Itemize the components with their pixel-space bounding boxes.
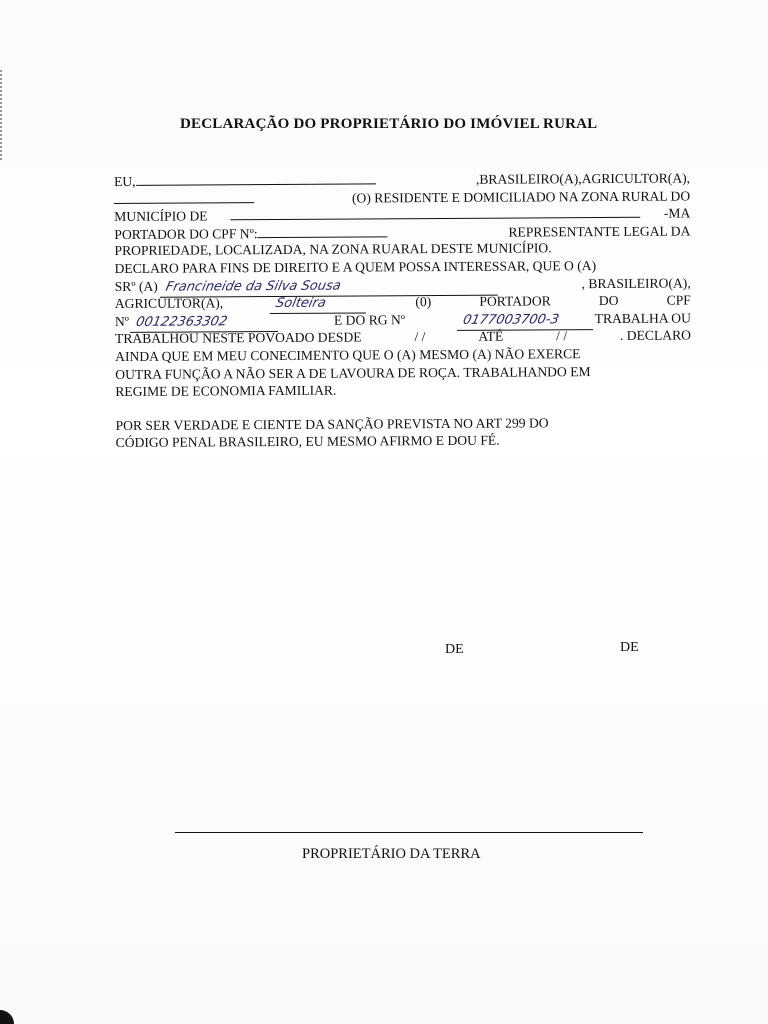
municipio-blank	[231, 204, 641, 221]
label-legal-rep: REPRESENTANTE LEGAL DA	[508, 223, 691, 240]
owner-cpf-blank	[258, 223, 388, 238]
label-residence: (O) RESIDENTE E DOMICILIADO NA ZONA RURAL DO	[351, 188, 691, 206]
date-de-2: DE	[620, 640, 639, 655]
name-blank	[136, 170, 376, 185]
label-rg: E DO RG Nº	[333, 311, 406, 328]
label-trabalha: TRABALHA OU	[594, 310, 691, 326]
label-n: Nº	[114, 313, 130, 329]
label-do: DO	[598, 293, 619, 309]
label-brasileiro: , BRASILEIRO(A),	[581, 275, 691, 291]
label-cpf-2: CPF	[666, 292, 691, 308]
body-line-4	[114, 221, 690, 242]
scan-edge-marks	[0, 70, 8, 160]
text-verdade: POR SER VERDADE E CIENTE DA SANÇÃO PREVISTA NO ART 299 DO	[115, 415, 549, 433]
signature-line	[175, 832, 643, 833]
affirmation-paragraph	[115, 413, 691, 452]
signature-label: PROPRIETÁRIO DA TERRA	[302, 846, 481, 862]
label-eu: EU,	[114, 173, 136, 189]
body-line-13	[115, 380, 691, 401]
start-date-slashes: / /	[414, 329, 426, 345]
handwritten-cpf: 00122363302	[130, 313, 282, 333]
handwritten-name: Francineide da Silva Sousa	[159, 276, 501, 297]
label-state: -MA	[663, 205, 691, 221]
label-sr: SRº (A)	[114, 278, 158, 294]
end-date-slashes: / /	[556, 328, 568, 344]
label-ate: ATÉ	[478, 328, 504, 345]
label-agricultor: AGRICULTOR(A),	[114, 295, 224, 312]
declaration-body	[114, 168, 692, 451]
date-de-1: DE	[445, 642, 464, 657]
label-cpf: PORTADOR DO CPF Nº:	[114, 225, 258, 242]
text-codigo-penal: CÓDIGO PENAL BRASILEIRO, EU MESMO AFIRMO E DOU FÉ.	[115, 432, 500, 451]
text-declaro: DECLARO PARA FINS DE DIREITO E A QUEM POSSA INTERESSAR, QUE O (A)	[114, 258, 597, 276]
label-municipio: MUNICÍPIO DE	[114, 208, 208, 225]
handwritten-civil-status: Solteira	[269, 295, 369, 314]
label-nationality: ,BRASILEIRO(A),AGRICULTOR(A),	[475, 170, 691, 187]
affirmation-line-2	[116, 431, 692, 452]
label-o: (0)	[415, 294, 432, 310]
handwritten-rg: 0177003700-3	[457, 311, 597, 330]
body-line-1	[114, 168, 690, 189]
body-line-9	[115, 309, 691, 330]
text-regime: REGIME DE ECONOMIA FAMILIAR.	[115, 382, 337, 400]
text-funcao: OUTRA FUNÇÃO A NÃO SER A DE LAVOURA DE ROÇA. TRABALHANDO EM	[115, 363, 591, 382]
document-title: DECLARAÇÃO DO PROPRIETÁRIO DO IMÓVIEL RURAL	[180, 116, 598, 132]
text-property: PROPRIEDADE, LOCALIZADA, NA ZONA RUARAL DESTE MUNICÍPIO.	[114, 240, 552, 259]
civil-status-blank	[114, 189, 254, 204]
label-portador: PORTADOR	[479, 293, 551, 309]
label-declaro-2: . DECLARO	[619, 327, 692, 344]
scan-corner-shadow	[0, 1010, 14, 1024]
label-desde: TRABALHOU NESTE POVOADO DESDE	[114, 329, 362, 347]
text-conhecimento: AINDA QUE EM MEU CONECIMENTO QUE O (A) MESMO (A) NÃO EXERCE	[115, 346, 581, 364]
